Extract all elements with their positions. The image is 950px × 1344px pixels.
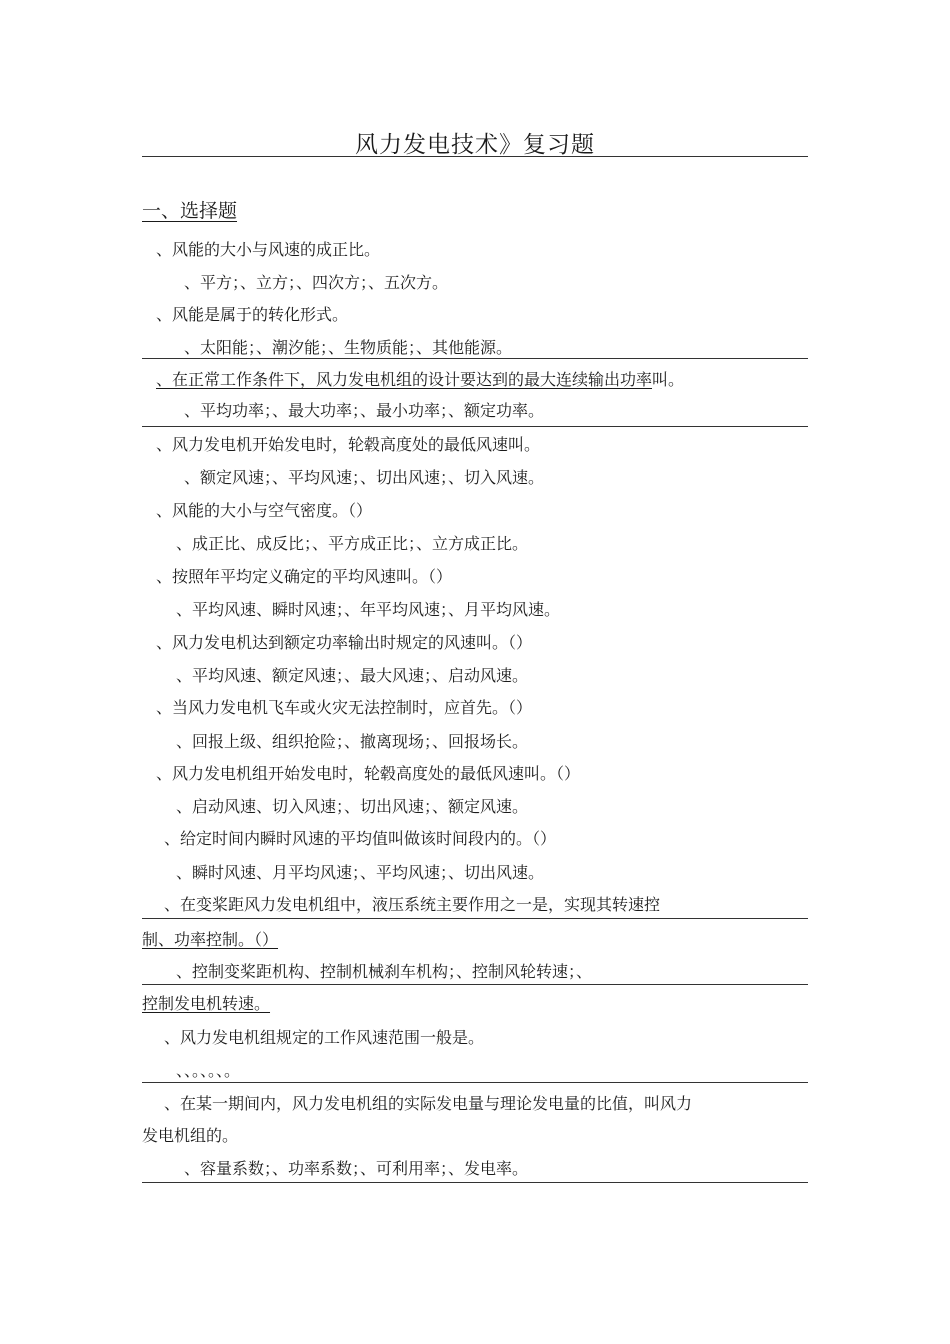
options-6: 、平均风速、瞬时风速；、年平均风速；、月平均风速。 bbox=[176, 600, 561, 619]
question-6: 、按照年平均定义确定的平均风速叫。（） bbox=[156, 567, 453, 586]
question-11: 、在变桨距风力发电机组中，液压系统主要作用之一是，实现其转速控 bbox=[164, 895, 661, 914]
question-7: 、风力发电机达到额定功率输出时规定的风速叫。（） bbox=[156, 633, 533, 652]
options-8: 、回报上级、组织抢险；、撤离现场；、回报场长。 bbox=[176, 732, 529, 751]
options-4: 、额定风速；、平均风速；、切出风速；、切入风速。 bbox=[184, 468, 545, 487]
question-8: 、当风力发电机飞车或火灾无法控制时，应首先。（） bbox=[156, 698, 533, 717]
page-title: 风力发电技术》复习题 bbox=[355, 132, 595, 158]
options-11: 、控制变桨距机构、控制机械刹车机构；、控制风轮转速；、 bbox=[176, 962, 593, 981]
rule bbox=[142, 984, 808, 985]
options-12: 、、。、。、。 bbox=[176, 1061, 241, 1080]
options-2: 、太阳能；、潮汐能；、生物质能；、其他能源。 bbox=[184, 338, 513, 357]
options-5: 、成正比、成反比；、平方成正比；、立方成正比。 bbox=[176, 534, 529, 553]
question-13-cont: 发电机组的。 bbox=[142, 1126, 239, 1145]
question-1: 、风能的大小与风速的成正比。 bbox=[156, 240, 381, 259]
question-10: 、给定时间内瞬时风速的平均值叫做该时间段内的。（） bbox=[164, 829, 557, 848]
section-heading: 一、选择题 bbox=[142, 200, 238, 222]
options-3: 、平均功率；、最大功率；、最小功率；、额定功率。 bbox=[184, 401, 545, 420]
options-11-cont bbox=[142, 993, 270, 1015]
options-1: 、平方；、立方；、四次方；、五次方。 bbox=[184, 273, 449, 292]
question-11-cont bbox=[142, 929, 278, 951]
question-3-suffix: 叫。 bbox=[652, 370, 685, 389]
question-11-cont-text: 制、功率控制。（） bbox=[142, 930, 279, 949]
rule bbox=[142, 918, 808, 919]
question-2: 、风能是属于的转化形式。 bbox=[156, 305, 349, 324]
rule bbox=[142, 1082, 808, 1083]
title-rule bbox=[142, 156, 808, 157]
question-3 bbox=[156, 369, 684, 391]
options-10: 、瞬时风速、月平均风速；、平均风速；、切出风速。 bbox=[176, 863, 545, 882]
question-12: 、风力发电机组规定的工作风速范围一般是。 bbox=[164, 1028, 485, 1047]
question-4: 、风力发电机开始发电时，轮毂高度处的最低风速叫。 bbox=[156, 435, 541, 454]
options-9: 、启动风速、切入风速；、切出风速；、额定风速。 bbox=[176, 797, 529, 816]
question-13: 、在某一期间内，风力发电机组的实际发电量与理论发电量的比值，叫风力 bbox=[164, 1094, 693, 1113]
options-7: 、平均风速、额定风速；、最大风速；、启动风速。 bbox=[176, 666, 529, 685]
question-5: 、风能的大小与空气密度。（） bbox=[156, 501, 373, 520]
rule bbox=[142, 426, 808, 427]
rule bbox=[142, 1182, 808, 1183]
options-11-cont-text: 控制发电机转速。 bbox=[142, 994, 271, 1013]
rule bbox=[142, 358, 808, 359]
question-9: 、风力发电机组开始发电时，轮毂高度处的最低风速叫。（） bbox=[156, 764, 581, 783]
options-13: 、容量系数；、功率系数；、可利用率；、发电率。 bbox=[184, 1159, 529, 1178]
question-3-text: 、在正常工作条件下，风力发电机组的设计要达到的最大连续输出功率 bbox=[156, 370, 653, 389]
